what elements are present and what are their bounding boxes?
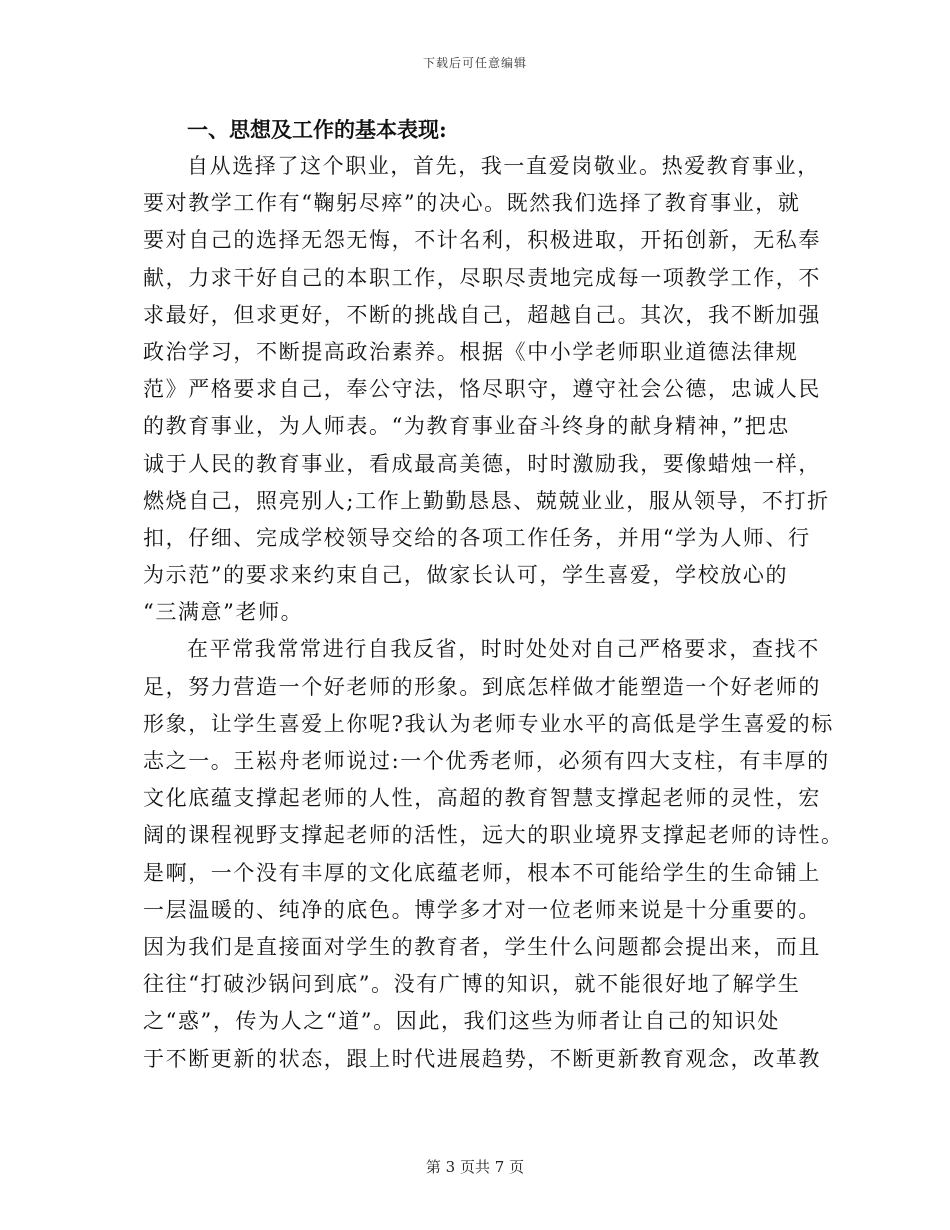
paragraph-line: 形象，让学生喜爱上你呢?我认为老师专业水平的高低是学生喜爱的标 xyxy=(143,711,834,736)
paragraph-line: 文化底蕴支撑起老师的人性，高超的教育智慧支撑起老师的灵性，宏 xyxy=(143,786,821,811)
paragraph-line: 要对自己的选择无怨无悔，不计名利，积极进取，开拓创新，无私奉 xyxy=(143,228,821,253)
paragraph-line: 要对教学工作有“鞠躬尽瘁”的决心。既然我们选择了教育事业，就 xyxy=(143,191,801,216)
page-header: 下载后可任意编辑 xyxy=(422,56,527,70)
paragraph-line: 在平常我常常进行自我反省，时时处处对自己严格要求，查找不 xyxy=(187,637,820,662)
paragraph-line: 为示范”的要求来约束自己，做家长认可，学生喜爱，学校放心的 xyxy=(143,563,789,588)
paragraph-line: 阔的课程视野支撑起老师的活性，远大的职业境界支撑起老师的诗性。 xyxy=(143,823,844,848)
paragraph-line: 燃烧自己，照亮别人;工作上勤勤恳恳、兢兢业业，服从领导，不打折 xyxy=(143,488,830,513)
paragraph-line: 献，力求干好自己的本职工作，尽职尽责地完成每一项教学工作，不 xyxy=(143,265,821,290)
paragraph-line: 政治学习，不断提高政治素养。根据《中小学老师职业道德法律规 xyxy=(143,339,799,364)
paragraph-line: 范》严格要求自己，奉公守法，恪尽职守，遵守社会公德，忠诚人民 xyxy=(143,377,821,402)
paragraph-line: 诚于人民的教育事业，看成最高美德，时时激励我，要像蜡烛一样， xyxy=(143,451,821,476)
section-heading: 一、思想及工作的基本表现: xyxy=(187,117,447,142)
paragraph-line: 因为我们是直接面对学生的教育者，学生什么问题都会提出来，而且 xyxy=(143,934,821,959)
paragraph-line: 之“惑”，传为人之“道”。因此，我们这些为师者让自己的知识处 xyxy=(143,1009,780,1034)
paragraph-2 xyxy=(143,631,844,1077)
paragraph-line: 一层温暖的、纯净的底色。博学多才对一位老师来说是十分重要的。 xyxy=(143,897,821,922)
paragraph-line: 是啊，一个没有丰厚的文化底蕴老师，根本不可能给学生的生命铺上 xyxy=(143,860,821,885)
paragraph-line: 往往“打破沙锅问到底”。没有广博的知识，就不能很好地了解学生 xyxy=(143,972,801,997)
paragraph-line: 的教育事业，为人师表。“为教育事业奋斗终身的献身精神，”把忠 xyxy=(143,414,790,439)
document-body xyxy=(143,111,844,1078)
paragraph-line: 志之一。王崧舟老师说过:一个优秀老师，必须有四大支柱，有丰厚的 xyxy=(143,749,830,773)
paragraph-line: 于不断更新的状态，跟上时代进展趋势，不断更新教育观念，改革教 xyxy=(143,1046,821,1071)
paragraph-line: 扣，仔细、完成学校领导交给的各项工作任务，并用“学为人师、行 xyxy=(143,525,811,550)
paragraph-line: “三满意”老师。 xyxy=(143,600,304,625)
paragraph-line: 自从选择了这个职业，首先，我一直爱岗敬业。热爱教育事业， xyxy=(187,154,820,178)
paragraph-line: 足，努力营造一个好老师的形象。到底怎样做才能塑造一个好老师的 xyxy=(143,674,821,699)
page-footer: 第 3 页共 7 页 xyxy=(425,1158,525,1176)
paragraph-1 xyxy=(143,148,830,631)
paragraph-line: 求最好，但求更好，不断的挑战自己，超越自己。其次，我不断加强 xyxy=(143,302,821,327)
